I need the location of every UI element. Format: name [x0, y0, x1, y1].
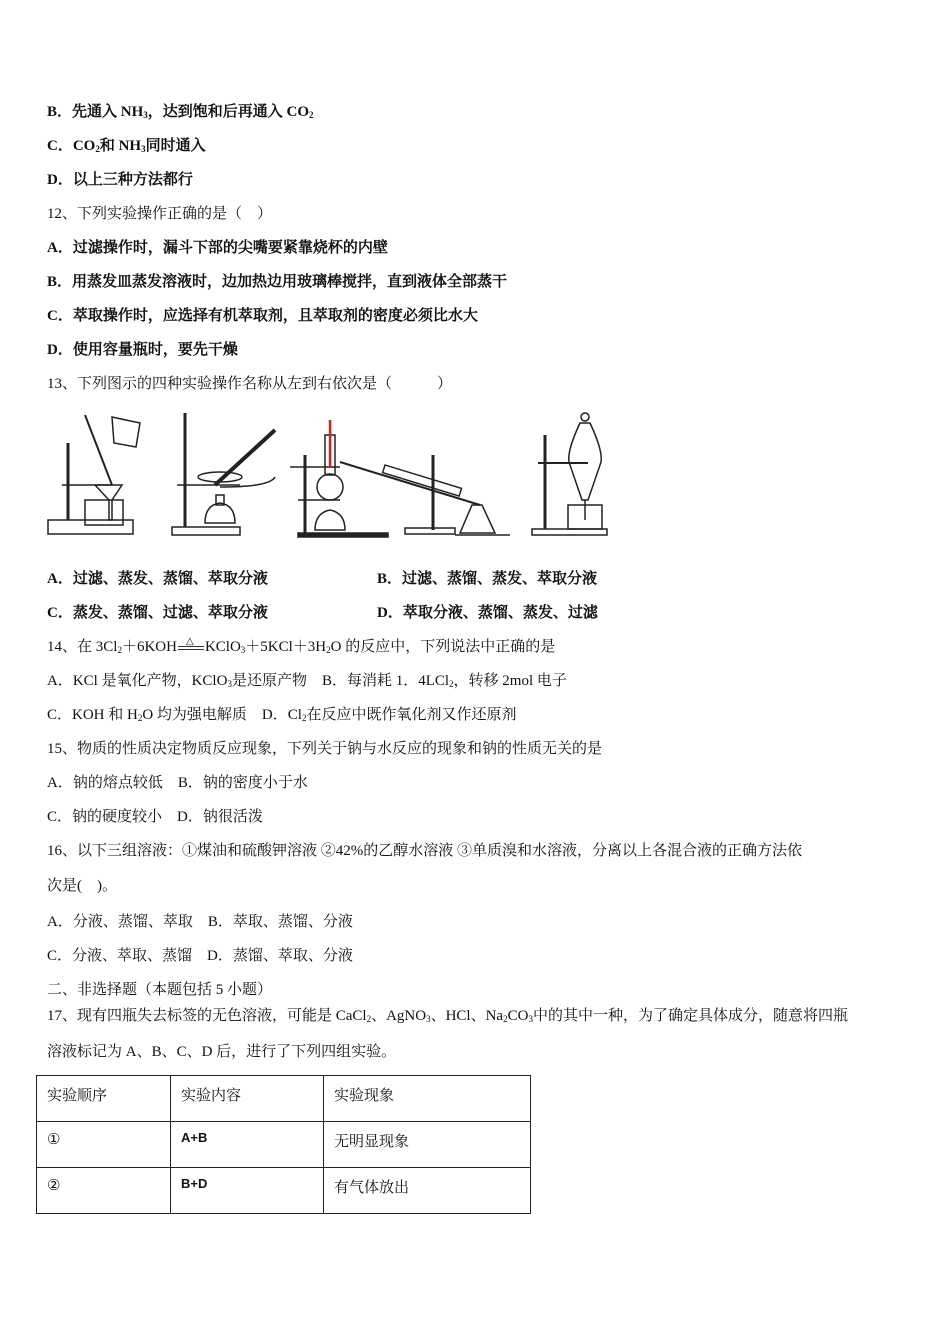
subscript: 2 — [301, 713, 307, 723]
text-line — [47, 204, 272, 224]
q13-option-b: B．过滤、蒸馏、蒸发、萃取分液 — [377, 571, 598, 587]
text-segment: 同时通入 — [145, 138, 206, 154]
table-cell: ① — [37, 1122, 171, 1168]
text-segment: 在反应中既作氧化剂又作还原剂 — [306, 707, 517, 723]
evaporation-apparatus — [172, 413, 275, 535]
q13-option-c: C．蒸发、蒸馏、过滤、萃取分液 — [47, 605, 268, 621]
text-segment: D．以上三种方法都行 — [47, 172, 193, 188]
text-segment: C．钠的硬度较小 D．钠很活泼 — [47, 809, 263, 825]
text-line — [47, 340, 238, 360]
text-line — [47, 773, 308, 793]
text-line — [47, 946, 353, 966]
text-line — [47, 841, 802, 861]
text-segment: B．先通入 NH — [47, 104, 144, 120]
q13-option-row — [47, 569, 598, 589]
text-segment: D．使用容量瓶时，要先干燥 — [47, 342, 238, 358]
q13-option-d: D．萃取分液、蒸馏、蒸发、过滤 — [377, 605, 598, 621]
text-segment: O 的反应中，下列说法中正确的是 — [330, 639, 556, 655]
subscript: 2 — [326, 645, 331, 655]
text-segment: C．萃取操作时，应选择有机萃取剂，且萃取剂的密度必须比水大 — [47, 308, 478, 324]
q13-option-a: A．过滤、蒸发、蒸馏、萃取分液 — [47, 571, 268, 587]
text-segment: C．CO — [47, 138, 96, 154]
text-line — [47, 102, 314, 122]
subscript: 2 — [309, 110, 314, 120]
text-line — [47, 306, 478, 326]
table-cell: B+D — [171, 1168, 324, 1214]
text-line — [47, 374, 452, 394]
text-line — [47, 705, 516, 725]
subscript: 2 — [449, 679, 454, 689]
text-segment: 17、现有四瓶失去标签的无色溶液，可能是 CaCl — [47, 1008, 367, 1024]
text-segment: 中的其中一种，为了确定具体成分，随意将四瓶 — [532, 1008, 848, 1024]
header-cell: 实验内容 — [171, 1076, 324, 1122]
text-segment: 次是( )。 — [47, 878, 117, 894]
text-segment: ＋5KCl＋3H — [245, 639, 327, 655]
experiment-table — [36, 1075, 531, 1214]
text-segment: A．钠的熔点较低 B．钠的密度小于水 — [47, 775, 308, 791]
subscript: 3 — [141, 144, 146, 154]
text-line — [47, 980, 272, 1000]
text-segment: 、HCl、Na — [430, 1008, 504, 1024]
table-cell: 无明显现象 — [324, 1122, 531, 1168]
subscript: 3 — [227, 679, 232, 689]
text-line — [47, 272, 507, 292]
subscript: 3 — [143, 110, 148, 120]
table-header-row — [37, 1076, 531, 1122]
text-segment: 和 NH — [99, 138, 142, 154]
filtration-apparatus — [48, 415, 140, 534]
subscript: 2 — [137, 713, 143, 723]
lab-apparatus-figure — [40, 405, 620, 540]
text-segment: C．KOH 和 H — [47, 707, 138, 723]
text-segment: 是还原产物 B．每消耗 1．4LCl — [231, 673, 450, 689]
q13-option-row — [47, 603, 598, 623]
table-cell: 有气体放出 — [324, 1168, 531, 1214]
text-segment: 16、以下三组溶液：①煤油和硫酸钾溶液 ②42%的乙醇水溶液 ③单质溴和水溶液，分离以上各混合液的正确方法依 — [47, 843, 803, 859]
text-segment: A．KCl 是氧化产物，KClO — [47, 673, 228, 689]
separatory-funnel-apparatus — [532, 413, 607, 535]
header-cell: 实验顺序 — [37, 1076, 171, 1122]
text-line — [47, 637, 555, 657]
text-line — [47, 170, 193, 190]
text-segment: C．分液、萃取、蒸馏 D．蒸馏、萃取、分液 — [47, 948, 353, 964]
header-cell: 实验现象 — [324, 1076, 531, 1122]
subscript: 2 — [95, 144, 100, 154]
text-segment: 溶液标记为 A、B、C、D 后，进行了下列四组实验。 — [47, 1044, 397, 1060]
text-segment: ＋6KOH — [121, 639, 177, 655]
text-line — [47, 1006, 848, 1026]
table-row — [37, 1122, 531, 1168]
text-line — [47, 136, 206, 156]
table-cell: A+B — [171, 1122, 324, 1168]
text-segment: A．过滤操作时，漏斗下部的尖嘴要紧靠烧杯的内壁 — [47, 240, 388, 256]
text-segment: O 均为强电解质 D．Cl — [142, 707, 302, 723]
table-cell: ② — [37, 1168, 171, 1214]
text-line — [47, 912, 353, 932]
reaction-condition-arrow — [178, 638, 204, 652]
text-segment: KClO — [204, 639, 241, 655]
subscript: 2 — [503, 1014, 508, 1024]
heat-triangle-icon: △ — [185, 636, 194, 647]
text-line — [47, 1042, 396, 1062]
text-segment: CO — [507, 1008, 529, 1024]
text-segment: 13、下列图示的四种实验操作名称从左到右依次是（ ） — [47, 376, 453, 392]
subscript: 3 — [426, 1014, 431, 1024]
distillation-apparatus — [290, 420, 510, 537]
text-line — [47, 807, 263, 827]
text-segment: ，转移 2mol 电子 — [453, 673, 567, 689]
text-segment: 二、非选择题（本题包括 5 小题） — [47, 982, 273, 998]
text-line — [47, 671, 567, 691]
text-line — [47, 739, 602, 759]
subscript: 2 — [117, 645, 122, 655]
text-segment: B．用蒸发皿蒸发溶液时，边加热边用玻璃棒搅拌，直到液体全部蒸干 — [47, 274, 508, 290]
text-segment: 、AgNO — [371, 1008, 427, 1024]
text-segment: 14、在 3Cl — [47, 639, 118, 655]
subscript: 2 — [366, 1014, 372, 1024]
text-segment: A．分液、蒸馏、萃取 B．萃取、蒸馏、分液 — [47, 914, 353, 930]
text-line — [47, 876, 117, 896]
subscript: 3 — [240, 645, 246, 655]
text-line — [47, 238, 388, 258]
text-segment: 15、物质的性质决定物质反应现象，下列关于钠与水反应的现象和钠的性质无关的是 — [47, 741, 603, 757]
text-segment: 12、下列实验操作正确的是（ ） — [47, 206, 273, 222]
subscript: 3 — [528, 1014, 533, 1024]
table-row — [37, 1168, 531, 1214]
text-segment: ，达到饱和后再通入 CO — [147, 104, 310, 120]
